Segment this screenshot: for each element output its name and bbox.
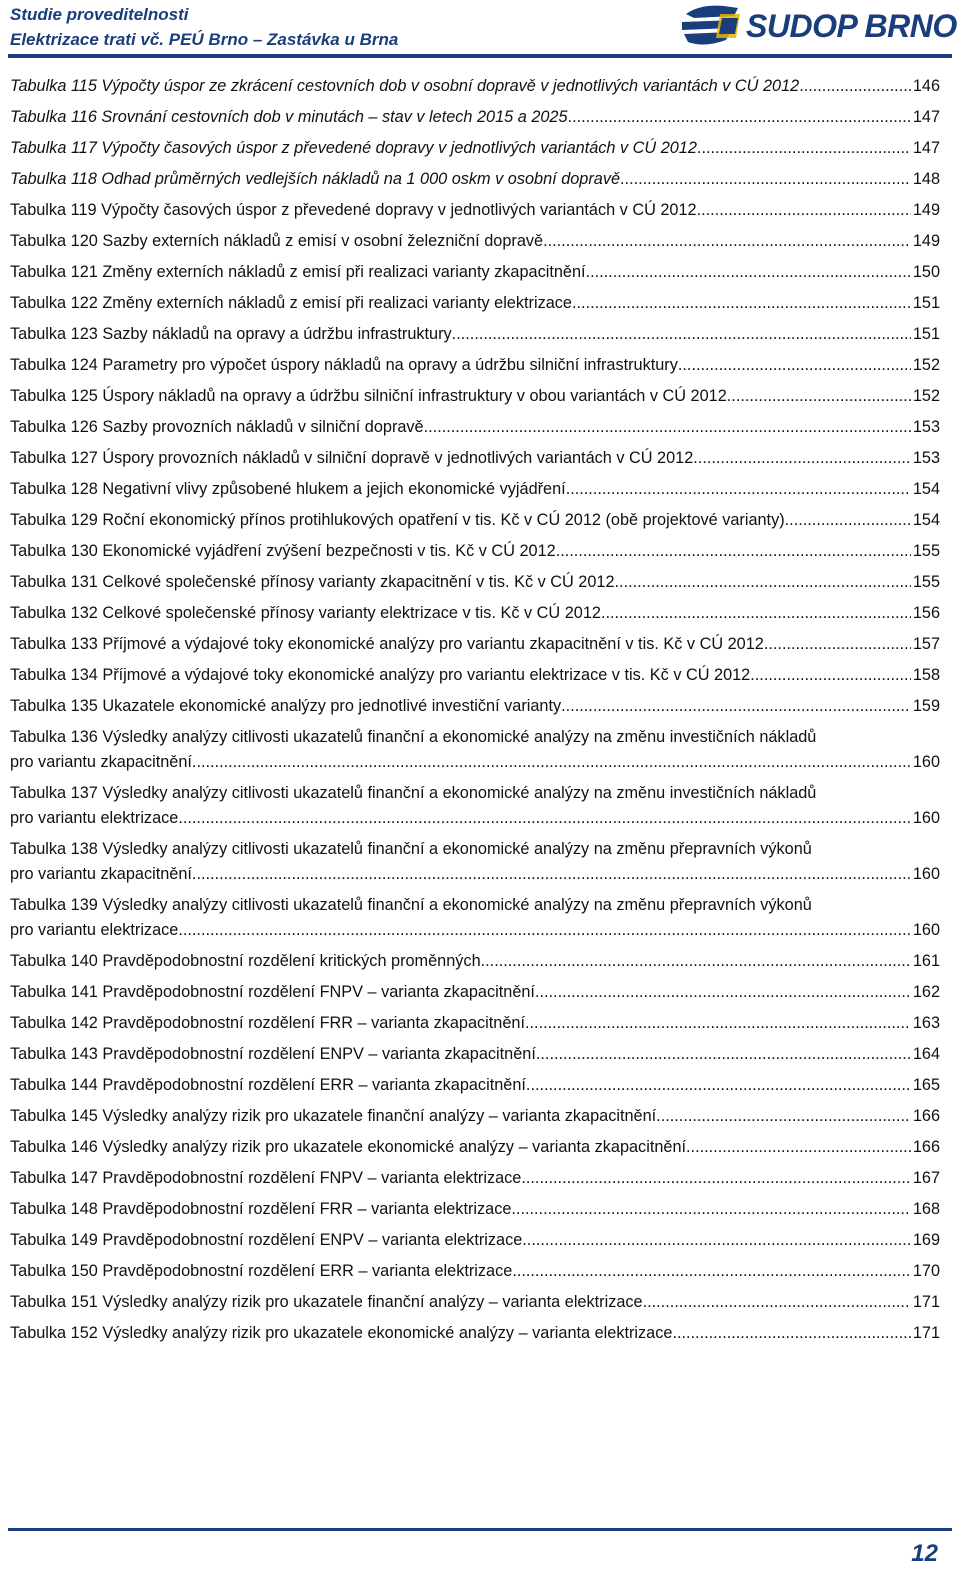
toc-entry[interactable] <box>10 725 940 775</box>
toc-entry-page: 155 <box>912 542 940 560</box>
toc-entry[interactable] <box>10 980 940 1005</box>
toc-entry-page: 169 <box>912 1231 940 1249</box>
toc-entry-title: Tabulka 149 Pravděpodobnostní rozdělení ENPV – varianta elektrizace <box>10 1231 523 1249</box>
toc-entry-title: Tabulka 129 Roční ekonomický přínos protihlukových opatření v tis. Kč v CÚ 2012 (obě projektové varianty). <box>10 511 790 529</box>
toc-entry-page: 160 <box>912 921 940 939</box>
dot-leader <box>530 1073 910 1098</box>
toc-entry-page: 151 <box>912 325 940 343</box>
dot-leader <box>481 949 911 974</box>
dot-leader <box>561 694 911 719</box>
logo-text: SUDOP BRNO <box>746 8 957 44</box>
dot-leader <box>615 570 911 595</box>
toc-entry[interactable] <box>10 229 940 254</box>
toc-entry-page: 150 <box>912 263 940 281</box>
toc-entry[interactable] <box>10 291 940 316</box>
toc-entry-title: Tabulka 152 Výsledky analýzy rizik pro ukazatele ekonomické analýzy – varianta elektrizace <box>10 1324 673 1342</box>
toc-entry-page: 170 <box>912 1262 940 1280</box>
toc-entry-page: 146 <box>912 77 940 95</box>
toc-entry-title: Tabulka 141 Pravděpodobnostní rozdělení FNPV – varianta zkapacitnění <box>10 983 535 1001</box>
toc-entry-page: 151 <box>912 294 940 312</box>
toc-entry-page: 171 <box>912 1293 940 1311</box>
dot-leader <box>799 74 911 99</box>
toc-entry[interactable] <box>10 415 940 440</box>
toc-entry-page: 166 <box>912 1107 940 1125</box>
page-header <box>0 0 960 58</box>
toc-entry[interactable] <box>10 539 940 564</box>
toc-entry-page: 154 <box>912 480 940 498</box>
toc-entry-title: Tabulka 121 Změny externích nákladů z emisí při realizaci varianty zkapacitnění <box>10 263 586 281</box>
toc-entry-page: 160 <box>912 865 940 883</box>
dot-leader <box>424 415 911 440</box>
page-number: 12 <box>911 1540 938 1567</box>
toc-entry-title-line1: Tabulka 138 Výsledky analýzy citlivosti ukazatelů finanční a ekonomické analýzy na změnu přepravních výkonů <box>10 840 812 858</box>
toc-entry[interactable] <box>10 1259 940 1284</box>
toc-entry-page: 168 <box>912 1200 940 1218</box>
company-logo <box>680 2 957 50</box>
dot-leader <box>789 508 911 533</box>
toc-entry-page: 153 <box>912 449 940 467</box>
toc-entry-title-line1: Tabulka 137 Výsledky analýzy citlivosti ukazatelů finanční a ekonomické analýzy na změnu investičních nákladů <box>10 784 817 802</box>
dot-leader <box>750 663 911 688</box>
toc-entry[interactable] <box>10 781 940 831</box>
toc-entry-page: 152 <box>912 356 940 374</box>
toc-entry-title: Tabulka 130 Ekonomické vyjádření zvýšení bezpečnosti v tis. Kč v CÚ 2012 <box>10 542 556 560</box>
toc-entry-page: 167 <box>912 1169 940 1187</box>
dot-leader <box>521 1166 910 1191</box>
toc-entry[interactable] <box>10 837 940 887</box>
toc-entry[interactable] <box>10 105 940 130</box>
dot-leader <box>452 322 911 347</box>
dot-leader <box>697 136 911 161</box>
toc-entry-title: Tabulka 143 Pravděpodobnostní rozdělení ENPV – varianta zkapacitnění <box>10 1045 536 1063</box>
toc-entry-title: Tabulka 128 Negativní vlivy způsobené hlukem a jejich ekonomické vyjádření <box>10 480 566 498</box>
toc-entry-title: pro variantu zkapacitnění <box>10 753 192 771</box>
toc-entry[interactable] <box>10 136 940 161</box>
dot-leader <box>192 862 911 887</box>
dot-leader <box>536 1042 911 1067</box>
dot-leader <box>568 105 911 130</box>
dot-leader <box>572 291 911 316</box>
dot-leader <box>727 384 911 409</box>
toc-entry-title: Tabulka 134 Příjmové a výdajové toky ekonomické analýzy pro variantu elektrizace v tis. Kč v CÚ 2012 <box>10 666 751 684</box>
toc-entry-title-line1: Tabulka 139 Výsledky analýzy citlivosti ukazatelů finanční a ekonomické analýzy na změnu přepravních výkonů <box>10 896 812 914</box>
toc-entry-title: Tabulka 124 Parametry pro výpočet úspory nákladů na opravy a údržbu silniční infrastruktury <box>10 356 678 374</box>
toc-entry[interactable] <box>10 74 940 99</box>
toc-entry-page: 153 <box>912 418 940 436</box>
toc-entry-title: Tabulka 123 Sazby nákladů na opravy a údržbu infrastruktury <box>10 325 452 343</box>
toc-entry-title: Tabulka 127 Úspory provozních nákladů v silniční dopravě v jednotlivých variantách v CÚ 2012 <box>10 449 694 467</box>
toc-entry[interactable] <box>10 893 940 943</box>
dot-leader <box>586 260 911 285</box>
toc-entry-title-line1: Tabulka 136 Výsledky analýzy citlivosti ukazatelů finanční a ekonomické analýzy na změnu investičních nákladů <box>10 728 817 746</box>
toc-entry[interactable] <box>10 167 940 192</box>
dot-leader <box>764 632 911 657</box>
toc-entry-page: 158 <box>912 666 940 684</box>
dot-leader <box>697 198 911 223</box>
toc-entry[interactable] <box>10 322 940 347</box>
toc-entry-page: 161 <box>912 952 940 970</box>
toc-entry-page: 149 <box>912 201 940 219</box>
toc-entry-title: Tabulka 122 Změny externích nákladů z emisí při realizaci varianty elektrizace <box>10 294 572 312</box>
toc-entry-title: pro variantu elektrizace <box>10 809 179 827</box>
toc-entry-page: 159 <box>912 697 940 715</box>
toc-entry[interactable] <box>10 1166 940 1191</box>
toc-entry-title: Tabulka 133 Příjmové a výdajové toky ekonomické analýzy pro variantu zkapacitnění v tis. Kč v CÚ 2012 <box>10 635 764 653</box>
toc-entry[interactable] <box>10 384 940 409</box>
dot-leader <box>686 1135 911 1160</box>
dot-leader <box>530 1011 911 1036</box>
toc-entry-title: Tabulka 120 Sazby externích nákladů z emisí v osobní železniční dopravě <box>10 232 544 250</box>
dot-leader <box>566 477 911 502</box>
header-divider <box>8 54 952 58</box>
toc-entry-title: Tabulka 132 Celkové společenské přínosy varianty elektrizace v tis. Kč v CÚ 2012 <box>10 604 601 622</box>
toc-entry-title: Tabulka 147 Pravděpodobnostní rozdělení FNPV – varianta elektrizace <box>10 1169 522 1187</box>
toc-entry-title: Tabulka 117 Výpočty časových úspor z převedené dopravy v jednotlivých variantách v CÚ 2012 <box>10 139 697 157</box>
document-title-line1: Studie proveditelnosti <box>10 5 189 24</box>
toc-entry-title: Tabulka 118 Odhad průměrných vedlejších nákladů na 1 000 oskm v osobní dopravě <box>10 170 621 188</box>
toc-entry-page: 160 <box>912 753 940 771</box>
toc-entry-title: Tabulka 119 Výpočty časových úspor z převedené dopravy v jednotlivých variantách v CÚ 2012 <box>10 201 697 219</box>
dot-leader <box>535 980 911 1005</box>
toc-entry-title: pro variantu elektrizace <box>10 921 179 939</box>
dot-leader <box>661 1104 911 1129</box>
train-logo-icon <box>680 4 742 48</box>
dot-leader <box>620 167 911 192</box>
toc-entry-page: 156 <box>912 604 940 622</box>
toc-entry-page: 147 <box>912 108 940 126</box>
toc-entry-page: 160 <box>912 809 940 827</box>
toc-entry-page: 162 <box>912 983 940 1001</box>
toc-entry[interactable] <box>10 508 940 533</box>
dot-leader <box>693 446 911 471</box>
toc-entry-page: 147 <box>912 139 940 157</box>
dot-leader <box>178 918 911 943</box>
toc-entry-title: Tabulka 126 Sazby provozních nákladů v silniční dopravě <box>10 418 424 436</box>
toc-entry-title: Tabulka 146 Výsledky analýzy rizik pro ukazatele ekonomické analýzy – varianta zkapacitnění <box>10 1138 687 1156</box>
toc-entry[interactable] <box>10 1197 940 1222</box>
toc-entry[interactable] <box>10 632 940 657</box>
toc-entry[interactable] <box>10 446 940 471</box>
toc-entry-page: 152 <box>912 387 940 405</box>
toc-entry-title: Tabulka 135 Ukazatele ekonomické analýzy pro jednotlivé investiční varianty <box>10 697 562 715</box>
toc-entry[interactable] <box>10 260 940 285</box>
toc-entry-title: Tabulka 144 Pravděpodobnostní rozdělení ERR – varianta zkapacitnění. <box>10 1076 531 1094</box>
document-title-line2: Elektrizace trati vč. PEÚ Brno – Zastávka u Brna <box>10 30 399 49</box>
toc-entry-page: 164 <box>912 1045 940 1063</box>
toc-entry[interactable] <box>10 601 940 626</box>
toc-entry[interactable] <box>10 1104 940 1129</box>
toc-entry[interactable] <box>10 198 940 223</box>
dot-leader <box>647 1290 911 1315</box>
dot-leader <box>678 353 911 378</box>
toc-entry[interactable] <box>10 477 940 502</box>
footer-divider <box>8 1528 952 1531</box>
toc-entry[interactable] <box>10 1042 940 1067</box>
toc-entry-page: 166 <box>912 1138 940 1156</box>
toc-entry-page: 148 <box>912 170 940 188</box>
dot-leader <box>601 601 911 626</box>
toc-entry-page: 155 <box>912 573 940 591</box>
toc-entry-page: 163 <box>912 1014 940 1032</box>
dot-leader <box>543 229 911 254</box>
toc-entry[interactable] <box>10 353 940 378</box>
toc-entry[interactable] <box>10 1073 940 1098</box>
toc-entry[interactable] <box>10 1321 940 1346</box>
toc-entry-title: Tabulka 150 Pravděpodobnostní rozdělení ERR – varianta elektrizace <box>10 1262 513 1280</box>
toc-entry-page: 149 <box>912 232 940 250</box>
toc-entry-title: Tabulka 151 Výsledky analýzy rizik pro ukazatele finanční analýzy – varianta elektrizace. <box>10 1293 648 1311</box>
toc-entry[interactable] <box>10 694 940 719</box>
toc-entry[interactable] <box>10 1135 940 1160</box>
document-title <box>10 2 398 52</box>
toc-entry-title: Tabulka 115 Výpočty úspor ze zkrácení cestovních dob v osobní dopravě v jednotlivých variantách v CÚ 2012 <box>10 77 800 95</box>
toc-entry-title: pro variantu zkapacitnění <box>10 865 192 883</box>
toc-entry[interactable] <box>10 570 940 595</box>
toc-entry-page: 154 <box>912 511 940 529</box>
toc-entry-page: 157 <box>912 635 940 653</box>
dot-leader <box>511 1197 910 1222</box>
toc-entry-page: 165 <box>912 1076 940 1094</box>
toc-entry[interactable] <box>10 1011 940 1036</box>
toc-entry-title: Tabulka 142 Pravděpodobnostní rozdělení FRR – varianta zkapacitnění. <box>10 1014 530 1032</box>
toc-entry[interactable] <box>10 1228 940 1253</box>
dot-leader <box>672 1321 910 1346</box>
toc-entry-title: Tabulka 145 Výsledky analýzy rizik pro ukazatele finanční analýzy – varianta zkapacitnění. <box>10 1107 661 1125</box>
toc-entry-title: Tabulka 125 Úspory nákladů na opravy a údržbu silniční infrastruktury v obou variantách v CÚ 2012 <box>10 387 727 405</box>
dot-leader <box>192 750 911 775</box>
table-of-tables <box>10 74 940 1352</box>
toc-entry-page: 171 <box>912 1324 940 1342</box>
dot-leader <box>556 539 911 564</box>
toc-entry[interactable] <box>10 663 940 688</box>
toc-entry[interactable] <box>10 949 940 974</box>
toc-entry-title: Tabulka 116 Srovnání cestovních dob v minutách – stav v letech 2015 a 2025 <box>10 108 568 126</box>
toc-entry-title: Tabulka 131 Celkové společenské přínosy varianty zkapacitnění v tis. Kč v CÚ 2012 <box>10 573 615 591</box>
toc-entry-title: Tabulka 140 Pravděpodobnostní rozdělení kritických proměnných <box>10 952 481 970</box>
toc-entry-title: Tabulka 148 Pravděpodobnostní rozdělení FRR – varianta elektrizace <box>10 1200 512 1218</box>
toc-entry[interactable] <box>10 1290 940 1315</box>
dot-leader <box>178 806 911 831</box>
dot-leader <box>512 1259 911 1284</box>
dot-leader <box>522 1228 911 1253</box>
